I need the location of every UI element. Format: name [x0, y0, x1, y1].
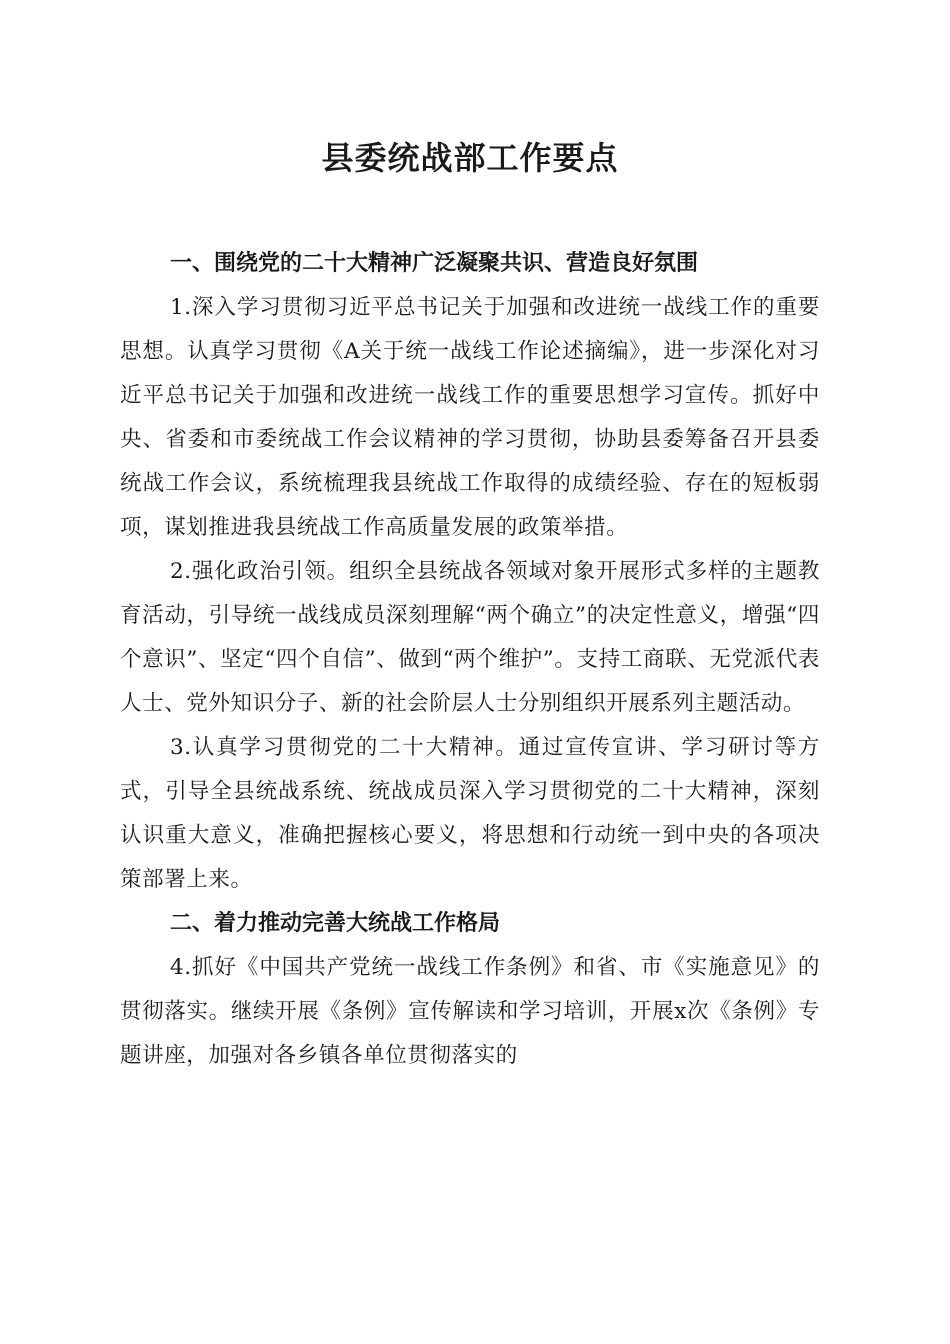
paragraph-1: 1.深入学习贯彻习近平总书记关于加强和改进统一战线工作的重要思想。认真学习贯彻《A关于统一战线工作论述摘编》，进一步深化对习近平总书记关于加强和改进统一战线工作的重要思想学习宣传。抓好中央、省委和市委统战工作会议精神的学习贯彻，协助县委筹备召开县委统战工作会议，系统梳理我县统战工作取得的成绩经验、存在的短板弱项，谋划推进我县统战工作高质量发展的政策举措。: [120, 295, 820, 540]
paragraph-3: 3.认真学习贯彻党的二十大精神。通过宣传宣讲、学习研讨等方式，引导全县统战系统、统战成员深入学习贯彻党的二十大精神，深刻认识重大意义，准确把握核心要义，将思想和行动统一到中央的各项决策部署上来。: [120, 735, 820, 892]
section-2: [120, 902, 820, 1078]
section-1: [120, 242, 820, 902]
section-heading: 一、围绕党的二十大精神广泛凝聚共识、营造良好氛围: [170, 251, 699, 276]
section-heading: 二、着力推动完善大统战工作格局: [170, 911, 501, 936]
document-title: 县委统战部工作要点: [321, 139, 619, 177]
paragraph-4: 4.抓好《中国共产党统一战线工作条例》和省、市《实施意见》的贯彻落实。继续开展《条例》宣传解读和学习培训，开展x次《条例》专题讲座，加强对各乡镇各单位贯彻落实的: [120, 955, 820, 1068]
paragraph-2: 2.强化政治引领。组织全县统战各领域对象开展形式多样的主题教育活动，引导统一战线成员深刻理解“两个确立”的决定性意义，增强“四个意识”、坚定“四个自信”、做到“两个维护”。支持工商联、无党派代表人士、党外知识分子、新的社会阶层人士分别组织开展系列主题活动。: [120, 559, 820, 716]
